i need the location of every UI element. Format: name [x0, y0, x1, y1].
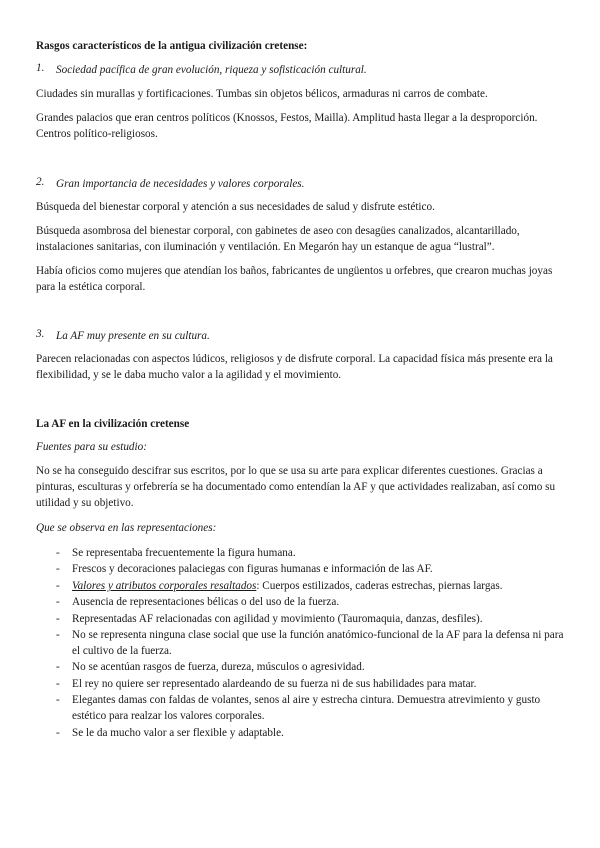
- bullet-dash: -: [56, 661, 60, 674]
- section-3-heading: La AF muy presente en su cultura.: [56, 330, 210, 342]
- bullet-dash: -: [56, 612, 60, 625]
- section-1-paragraph-2: Grandes palacios que eran centros políticos (Knossos, Festos, Mailla). Amplitud hasta llegar a la desproporción. Centros político-religiosos.: [36, 112, 538, 140]
- list-item: [36, 594, 566, 610]
- observed-heading: Que se observa en las representaciones:: [36, 522, 217, 534]
- bullet-dash: -: [56, 547, 60, 559]
- list-item-text: El rey no quiere ser representado alardeando de su fuerza ni de sus habilidades para matar.: [72, 677, 477, 690]
- list-item-text: Frescos y decoraciones palaciegas con figuras humanas e información de las AF.: [72, 563, 433, 576]
- list-item: [36, 659, 566, 675]
- list-item-text: No se representa ninguna clase social que use la función anatómico-funcional de la AF para la defensa ni para el cultivo de la fuerza.: [72, 628, 564, 657]
- list-item-text: Se representaba frecuentemente la figura humana.: [72, 547, 296, 559]
- list-item: [36, 725, 566, 741]
- list-item: [36, 676, 566, 692]
- section-2-paragraph-1: Búsqueda del bienestar corporal y atención a sus necesidades de salud y disfrute estético.: [36, 201, 435, 213]
- list-item-text: Representadas AF relacionadas con agilidad y movimiento (Tauromaquia, danzas, desfiles).: [72, 612, 483, 625]
- list-item-text: Elegantes damas con faldas de volantes, senos al aire y estrecha cintura. Demuestra atrevimiento y gusto estético para realzar los valores corporales.: [72, 694, 541, 723]
- section-2-heading: Gran importancia de necesidades y valores corporales.: [56, 178, 305, 190]
- section-3-paragraph-1: Parecen relacionadas con aspectos lúdicos, religiosos y de disfrute corporal. La capacidad física más presente era la flexibilidad, y se le daba mucho valor a la agilidad y el movimiento.: [36, 353, 553, 381]
- list-item-text: : Cuerpos estilizados, caderas estrechas, piernas largas.: [256, 579, 503, 592]
- sources-heading: Fuentes para su estudio:: [36, 441, 147, 453]
- sources-paragraph: No se ha conseguido descifrar sus escritos, por lo que se usa su arte para explicar diferentes cuestiones. Gracias a pinturas, esculturas y orfebrería se ha documentado como entendían la AF y que actividades realizaban, así como su utilidad y su objetivo.: [36, 465, 556, 509]
- bullet-dash: -: [56, 579, 60, 592]
- bullet-dash: -: [56, 694, 60, 707]
- list-item: [36, 561, 566, 577]
- section-1-heading: Sociedad pacífica de gran evolución, riqueza y sofisticación cultural.: [56, 64, 367, 76]
- section-3-number: 3.: [36, 328, 45, 340]
- list-item-text: Se le da mucho valor a ser flexible y adaptable.: [72, 726, 284, 739]
- bullet-dash: -: [56, 596, 60, 609]
- list-item-text: Ausencia de representaciones bélicas o del uso de la fuerza.: [72, 596, 340, 609]
- observations-list: [36, 545, 566, 741]
- section-2-paragraph-2: Búsqueda asombrosa del bienestar corporal, con gabinetes de aseo con desagües canalizados, alcantarillado, instalaciones sanitarias, con iluminación y ventilación. En Megarón hay un estanque de agua “lustral”.: [36, 225, 520, 253]
- af-section-title: La AF en la civilización cretense: [36, 418, 190, 430]
- list-item: [36, 611, 566, 627]
- list-item: [36, 545, 566, 561]
- document-title: Rasgos característicos de la antigua civilización cretense:: [36, 40, 308, 52]
- list-item: [36, 578, 566, 594]
- section-2-paragraph-3: Había oficios como mujeres que atendían los baños, fabricantes de ungüentos u orfebres, que crearon muchas joyas para la estética corporal.: [36, 265, 553, 293]
- bullet-dash: -: [56, 726, 60, 739]
- bullet-dash: -: [56, 677, 60, 690]
- list-item: [36, 692, 566, 724]
- section-1-paragraph-1: Ciudades sin murallas y fortificaciones. Tumbas sin objetos bélicos, armaduras ni carros de combate.: [36, 88, 488, 100]
- bullet-dash: -: [56, 563, 60, 576]
- bullet-dash: -: [56, 628, 60, 641]
- section-2-number: 2.: [36, 176, 45, 188]
- list-item-lead: Valores y atributos corporales resaltados: [72, 579, 257, 592]
- list-item-text: No se acentúan rasgos de fuerza, dureza, músculos o agresividad.: [72, 661, 365, 674]
- section-1-number: 1.: [36, 62, 45, 74]
- list-item: [36, 627, 566, 659]
